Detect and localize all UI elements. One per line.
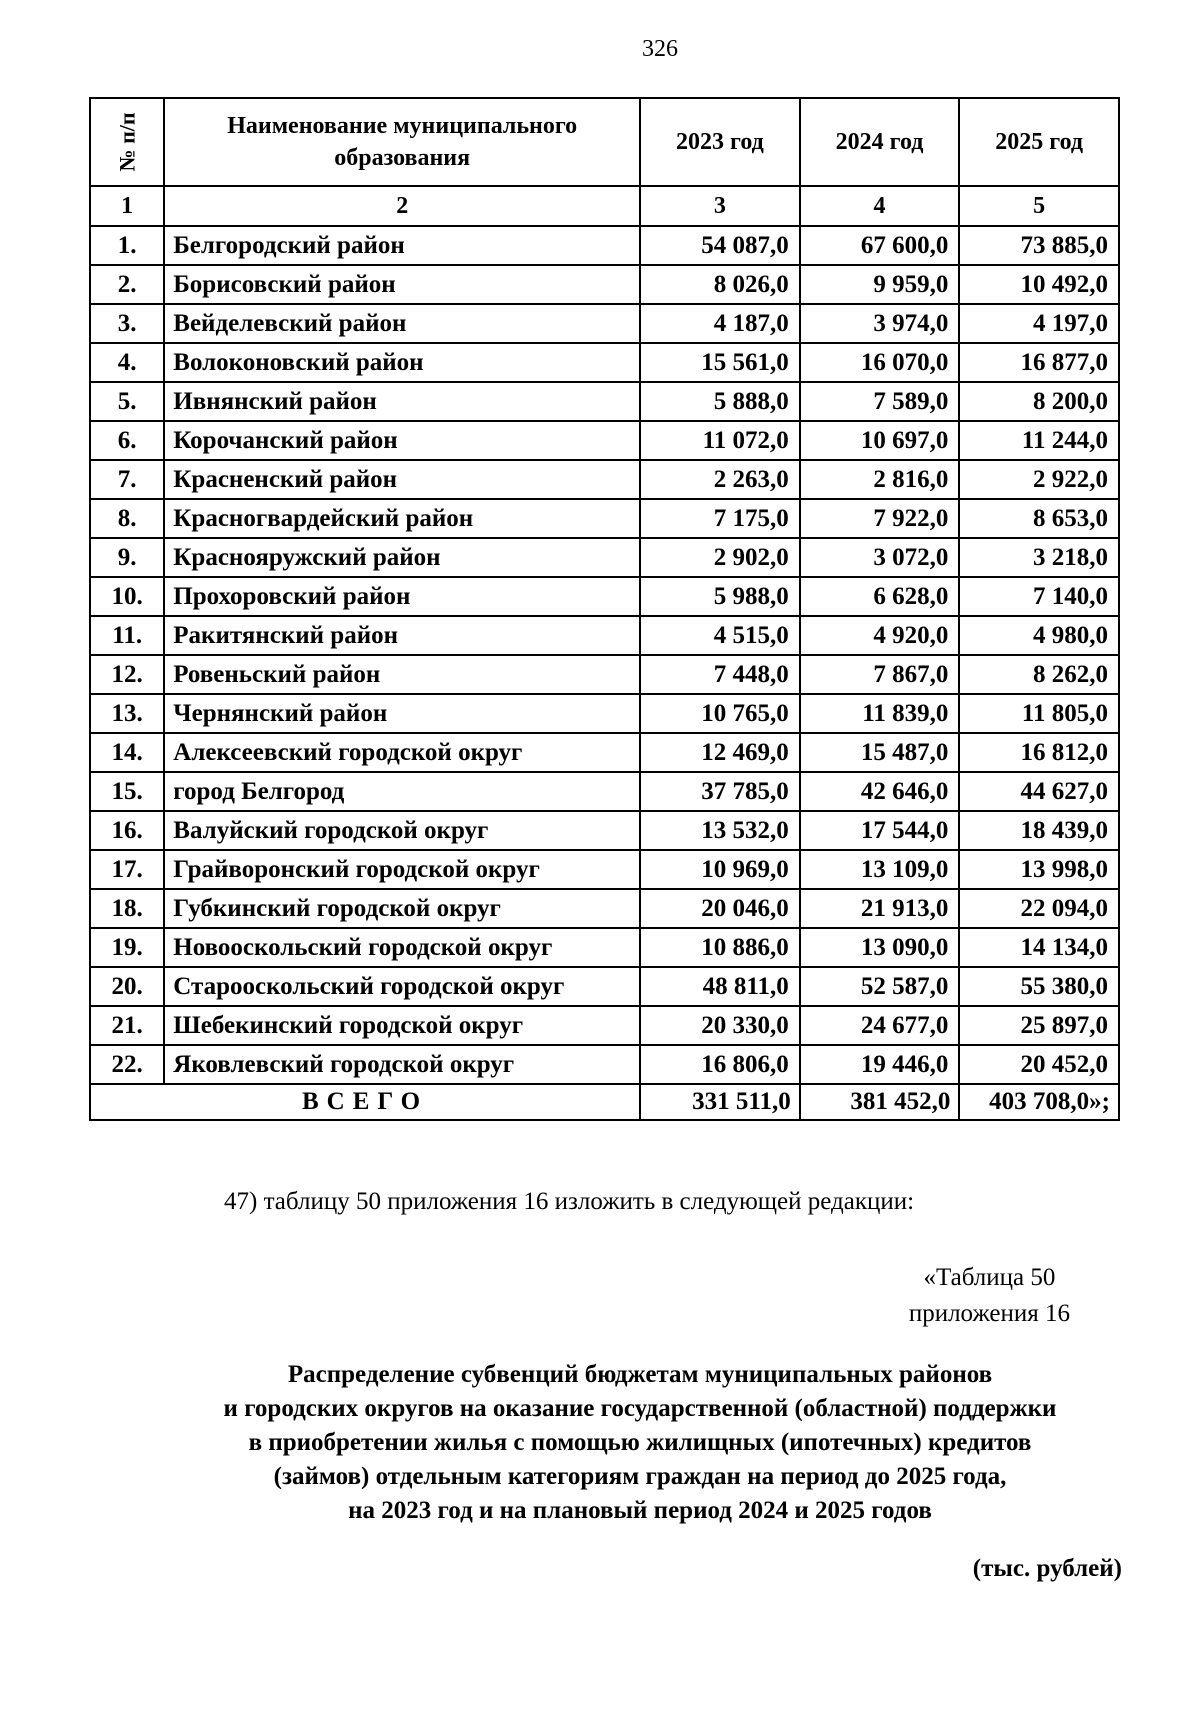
value-2025: 25 897,0 (959, 1006, 1119, 1045)
row-number: 8. (90, 499, 164, 538)
value-2025: 18 439,0 (959, 811, 1119, 850)
table-row (90, 421, 1119, 460)
row-number: 10. (90, 577, 164, 616)
value-2024: 11 839,0 (800, 694, 960, 733)
municipality-name: Ивнянский район (164, 382, 640, 421)
row-number: 17. (90, 850, 164, 889)
header-2023: 2023 год (640, 98, 800, 186)
title-line: (займов) отдельным категориям граждан на период до 2025 года, (273, 1463, 1007, 1490)
value-2024: 6 628,0 (800, 577, 960, 616)
header-row (90, 98, 1119, 186)
column-index-row (90, 186, 1119, 226)
table-row (90, 616, 1119, 655)
table-row (90, 304, 1119, 343)
value-2024: 19 446,0 (800, 1045, 960, 1084)
value-2025: 4 980,0 (959, 616, 1119, 655)
table-row (90, 226, 1119, 265)
title-line: Распределение субвенций бюджетам муниципальных районов (287, 1361, 993, 1388)
municipality-name: Ровеньский район (164, 655, 640, 694)
municipality-name: город Белгород (164, 772, 640, 811)
row-number: 1. (90, 226, 164, 265)
municipality-name: Шебекинский городской округ (164, 1006, 640, 1045)
value-2024: 9 959,0 (800, 265, 960, 304)
row-number: 19. (90, 928, 164, 967)
table-row (90, 850, 1119, 889)
value-2024: 42 646,0 (800, 772, 960, 811)
municipality-name: Яковлевский городской округ (164, 1045, 640, 1084)
municipality-name: Алексеевский городской округ (164, 733, 640, 772)
value-2025: 22 094,0 (959, 889, 1119, 928)
table-row (90, 928, 1119, 967)
table-row (90, 499, 1119, 538)
municipality-name: Белгородский район (164, 226, 640, 265)
column-index: 5 (959, 186, 1119, 226)
municipality-name: Валуйский городской округ (164, 811, 640, 850)
value-2023: 5 888,0 (640, 382, 800, 421)
header-2025: 2025 год (959, 98, 1119, 186)
municipality-name: Ракитянский район (164, 616, 640, 655)
value-2025: 4 197,0 (959, 304, 1119, 343)
municipality-name: Губкинский городской округ (164, 889, 640, 928)
value-2023: 12 469,0 (640, 733, 800, 772)
row-number: 3. (90, 304, 164, 343)
value-2024: 2 816,0 (800, 460, 960, 499)
row-number: 12. (90, 655, 164, 694)
row-number: 14. (90, 733, 164, 772)
municipality-name: Корочанский район (164, 421, 640, 460)
value-2024: 3 974,0 (800, 304, 960, 343)
subvention-table (89, 97, 1120, 1121)
table-reference-line: приложения 16 (908, 1300, 1070, 1327)
value-2023: 11 072,0 (640, 421, 800, 460)
value-2025: 20 452,0 (959, 1045, 1119, 1084)
value-2025: 44 627,0 (959, 772, 1119, 811)
value-2023: 2 263,0 (640, 460, 800, 499)
value-2025: 16 812,0 (959, 733, 1119, 772)
municipality-name: Краснояружский район (164, 538, 640, 577)
value-2024: 4 920,0 (800, 616, 960, 655)
column-index: 1 (90, 186, 164, 226)
row-number: 18. (90, 889, 164, 928)
value-2023: 7 175,0 (640, 499, 800, 538)
row-number: 16. (90, 811, 164, 850)
value-2023: 10 969,0 (640, 850, 800, 889)
value-2024: 3 072,0 (800, 538, 960, 577)
title-line: в приобретении жилья с помощью жилищных (ипотечных) кредитов (248, 1429, 1032, 1456)
value-2025: 2 922,0 (959, 460, 1119, 499)
value-2025: 8 200,0 (959, 382, 1119, 421)
row-number: 13. (90, 694, 164, 733)
document-title (140, 1358, 1140, 1528)
value-2024: 67 600,0 (800, 226, 960, 265)
value-2024: 21 913,0 (800, 889, 960, 928)
total-2023: 331 511,0 (640, 1084, 800, 1120)
row-number: 9. (90, 538, 164, 577)
value-2023: 2 902,0 (640, 538, 800, 577)
municipality-name: Чернянский район (164, 694, 640, 733)
value-2024: 13 109,0 (800, 850, 960, 889)
value-2023: 10 765,0 (640, 694, 800, 733)
value-2024: 24 677,0 (800, 1006, 960, 1045)
table-row (90, 343, 1119, 382)
value-2024: 10 697,0 (800, 421, 960, 460)
header-2024: 2024 год (800, 98, 960, 186)
table-reference-line: «Таблица 50 (923, 1264, 1056, 1291)
value-2025: 8 262,0 (959, 655, 1119, 694)
value-2024: 7 589,0 (800, 382, 960, 421)
value-2025: 8 653,0 (959, 499, 1119, 538)
municipality-name: Новооскольский городской округ (164, 928, 640, 967)
table-row (90, 655, 1119, 694)
row-number: 6. (90, 421, 164, 460)
table-row (90, 577, 1119, 616)
table-row (90, 733, 1119, 772)
value-2023: 4 187,0 (640, 304, 800, 343)
value-2023: 7 448,0 (640, 655, 800, 694)
value-2023: 10 886,0 (640, 928, 800, 967)
table-row (90, 772, 1119, 811)
value-2023: 37 785,0 (640, 772, 800, 811)
header-num: № п/п (90, 98, 164, 186)
value-2023: 8 026,0 (640, 265, 800, 304)
value-2023: 20 046,0 (640, 889, 800, 928)
table-row (90, 382, 1119, 421)
municipality-name: Красногвардейский район (164, 499, 640, 538)
municipality-name: Красненский район (164, 460, 640, 499)
table-row (90, 460, 1119, 499)
value-2025: 73 885,0 (959, 226, 1119, 265)
header-name: Наименование муниципального образования (164, 98, 640, 186)
value-2024: 7 922,0 (800, 499, 960, 538)
row-number: 2. (90, 265, 164, 304)
title-line: и городских округов на оказание государственной (областной) поддержки (223, 1395, 1057, 1422)
value-2023: 13 532,0 (640, 811, 800, 850)
row-number: 20. (90, 967, 164, 1006)
value-2023: 16 806,0 (640, 1045, 800, 1084)
row-number: 15. (90, 772, 164, 811)
value-2025: 11 805,0 (959, 694, 1119, 733)
value-2025: 55 380,0 (959, 967, 1119, 1006)
value-2024: 16 070,0 (800, 343, 960, 382)
table-body (90, 226, 1119, 1084)
total-label: ВСЕГО (90, 1084, 640, 1120)
total-row (90, 1084, 1119, 1120)
column-index: 4 (800, 186, 960, 226)
value-2024: 52 587,0 (800, 967, 960, 1006)
value-2025: 7 140,0 (959, 577, 1119, 616)
table-row (90, 811, 1119, 850)
value-2025: 16 877,0 (959, 343, 1119, 382)
amendment-instruction: 47) таблицу 50 приложения 16 изложить в следующей редакции: (224, 1188, 915, 1215)
value-2023: 4 515,0 (640, 616, 800, 655)
table-row (90, 1045, 1119, 1084)
municipality-name: Старооскольский городской округ (164, 967, 640, 1006)
value-2024: 13 090,0 (800, 928, 960, 967)
municipality-name: Грайворонский городской округ (164, 850, 640, 889)
table-row (90, 967, 1119, 1006)
table-row (90, 889, 1119, 928)
municipality-name: Вейделевский район (164, 304, 640, 343)
row-number: 7. (90, 460, 164, 499)
municipality-name: Борисовский район (164, 265, 640, 304)
row-number: 5. (90, 382, 164, 421)
value-2024: 17 544,0 (800, 811, 960, 850)
value-2025: 10 492,0 (959, 265, 1119, 304)
table-row (90, 694, 1119, 733)
value-2025: 13 998,0 (959, 850, 1119, 889)
table-row (90, 1006, 1119, 1045)
value-2025: 11 244,0 (959, 421, 1119, 460)
page-number: 326 (642, 36, 678, 62)
units-label: (тыс. рублей) (972, 1555, 1122, 1582)
total-2025: 403 708,0»; (959, 1084, 1119, 1120)
column-index: 3 (640, 186, 800, 226)
value-2023: 5 988,0 (640, 577, 800, 616)
value-2023: 20 330,0 (640, 1006, 800, 1045)
table-reference (909, 1260, 1070, 1332)
value-2023: 15 561,0 (640, 343, 800, 382)
value-2025: 3 218,0 (959, 538, 1119, 577)
row-number: 11. (90, 616, 164, 655)
title-line: на 2023 год и на плановый период 2024 и 2025 годов (348, 1497, 932, 1524)
row-number: 22. (90, 1045, 164, 1084)
total-2024: 381 452,0 (800, 1084, 960, 1120)
table-row (90, 538, 1119, 577)
table-row (90, 265, 1119, 304)
value-2024: 15 487,0 (800, 733, 960, 772)
value-2024: 7 867,0 (800, 655, 960, 694)
value-2023: 48 811,0 (640, 967, 800, 1006)
value-2025: 14 134,0 (959, 928, 1119, 967)
row-number: 4. (90, 343, 164, 382)
municipality-name: Волоконовский район (164, 343, 640, 382)
row-number: 21. (90, 1006, 164, 1045)
municipality-name: Прохоровский район (164, 577, 640, 616)
column-index: 2 (164, 186, 640, 226)
value-2023: 54 087,0 (640, 226, 800, 265)
